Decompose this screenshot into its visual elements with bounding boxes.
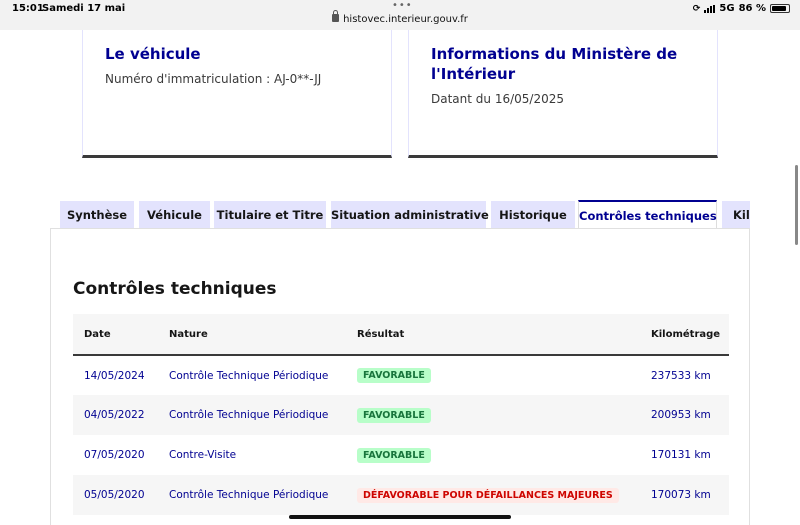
- cell-date: 07/05/2020: [84, 449, 145, 461]
- ministry-card-date: Datant du 16/05/2025: [431, 92, 564, 106]
- status-badge: DÉFAVORABLE POUR DÉFAILLANCES MAJEURES: [357, 488, 619, 503]
- home-indicator[interactable]: [289, 515, 511, 519]
- tab-kilometrage[interactable]: Kil: [722, 201, 750, 228]
- column-header-km: Kilométrage: [651, 328, 721, 340]
- vehicle-card-title: Le véhicule: [105, 45, 201, 63]
- tab-historique[interactable]: Historique: [491, 201, 575, 228]
- tab-panel: [50, 228, 750, 525]
- tab-titulaire[interactable]: Titulaire et Titre: [214, 201, 326, 228]
- column-header-nature: Nature: [169, 328, 208, 340]
- cell-nature: Contrôle Technique Périodique: [169, 409, 329, 421]
- vehicle-card: [82, 30, 392, 158]
- table-row: [73, 355, 729, 395]
- section-title: Contrôles techniques: [73, 279, 277, 299]
- status-badge: FAVORABLE: [357, 448, 431, 463]
- cell-result: [346, 355, 640, 395]
- ministry-card: [408, 30, 718, 158]
- status-date: Samedi 17 mai: [42, 3, 126, 14]
- tab-controles-techniques[interactable]: Contrôles techniques: [578, 200, 717, 228]
- lock-icon: [332, 14, 339, 22]
- sync-icon: ⟳: [692, 3, 701, 14]
- table-header-row: [73, 314, 729, 355]
- tab-situation-administrative[interactable]: Situation administrative: [331, 201, 486, 228]
- cell-date: 05/05/2020: [84, 489, 145, 501]
- cell-date: 14/05/2024: [84, 369, 145, 382]
- status-badge: FAVORABLE: [357, 408, 431, 423]
- cell-date: 04/05/2022: [84, 409, 145, 421]
- cell-km: 200953 km: [651, 409, 711, 421]
- status-time: 15:01: [12, 3, 44, 14]
- ministry-card-title: Informations du Ministère de l'Intérieur: [431, 45, 678, 83]
- battery-percent: 86 %: [738, 3, 766, 14]
- cell-nature: Contrôle Technique Périodique: [169, 489, 329, 501]
- tab-synthese[interactable]: Synthèse: [60, 201, 134, 228]
- cell-km: 237533 km: [651, 369, 711, 382]
- status-indicators: [693, 3, 790, 14]
- tab-vehicule[interactable]: Véhicule: [139, 201, 210, 228]
- cell-nature: Contrôle Technique Périodique: [169, 369, 329, 382]
- battery-icon: [770, 4, 790, 13]
- cell-result: [346, 395, 640, 435]
- page-content: [0, 30, 800, 525]
- more-dots-icon[interactable]: •••: [392, 0, 413, 11]
- cell-nature: Contre-Visite: [169, 449, 237, 461]
- tab-list: [60, 200, 750, 228]
- vehicle-card-plate: Numéro d'immatriculation : AJ-0**-JJ: [105, 72, 322, 86]
- signal-icon: [704, 5, 715, 13]
- status-badge: FAVORABLE: [357, 368, 431, 383]
- table-row: [73, 395, 729, 435]
- url-text: histovec.interieur.gouv.fr: [343, 14, 468, 25]
- cell-km: 170073 km: [651, 489, 711, 501]
- cell-result: [346, 475, 640, 515]
- cell-result: [346, 435, 640, 475]
- table-row: [73, 475, 729, 515]
- url-bar[interactable]: [0, 14, 800, 25]
- inspections-table: [73, 314, 729, 515]
- status-bar: [0, 0, 800, 30]
- cell-km: 170131 km: [651, 449, 711, 461]
- network-type: 5G: [719, 3, 735, 14]
- scroll-indicator[interactable]: [795, 165, 798, 245]
- column-header-result: Résultat: [357, 328, 405, 340]
- table-row: [73, 435, 729, 475]
- column-header-date: Date: [84, 328, 111, 340]
